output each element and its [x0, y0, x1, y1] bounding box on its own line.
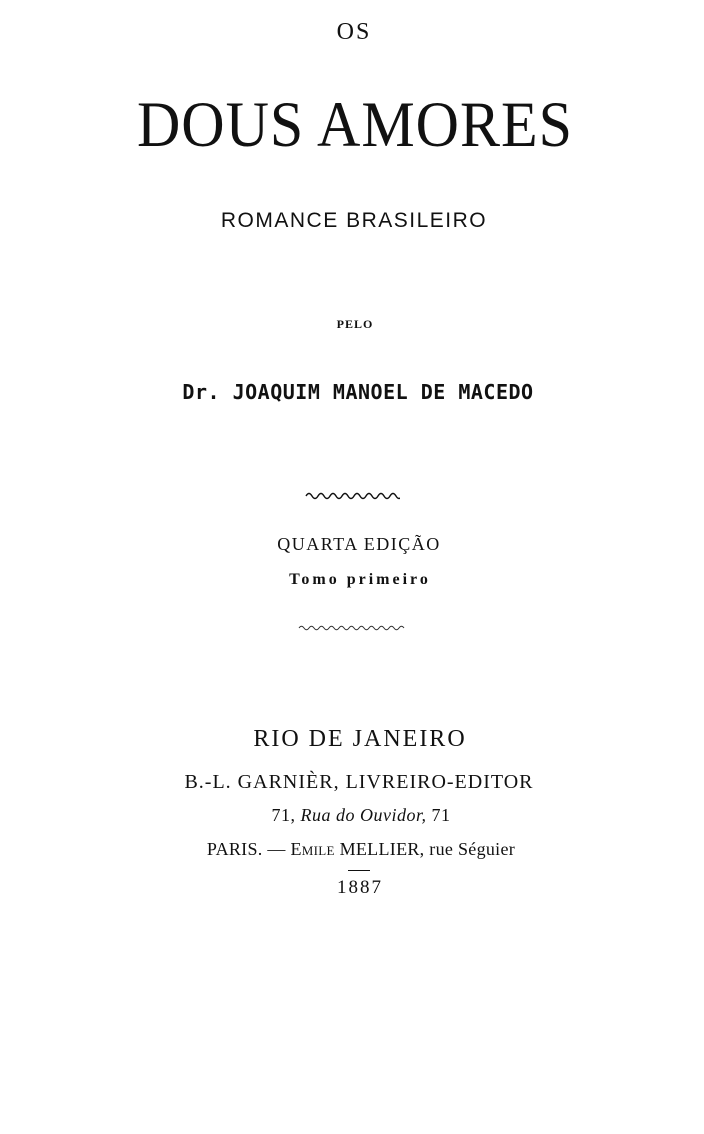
imprint-publisher: B.-L. GARNIÈR, LIVREIRO-EDITOR: [184, 771, 534, 793]
ornamental-rule-top: [0, 489, 704, 507]
ornamental-rule-bottom: [0, 620, 704, 638]
imprint-address: [9, 806, 704, 824]
address-number-right: 71: [431, 805, 451, 825]
year-rule: [348, 870, 370, 871]
book-title: DOUS AMORES: [136, 88, 574, 161]
title-article: OS: [336, 19, 372, 45]
volume-label: Tomo primeiro: [289, 571, 431, 588]
imprint-paris: [9, 840, 704, 858]
paris-prefix: PARIS. —: [206, 839, 286, 859]
address-street: Rua do Ouvidor,: [300, 805, 427, 825]
wavy-ornament-icon: [304, 490, 400, 502]
by-line: PELO: [336, 317, 374, 331]
author-name: Dr. JOAQUIM MANOEL DE MACEDO: [182, 380, 534, 404]
imprint-year: 1887: [337, 877, 383, 898]
paris-distributor: Emile MELLIER,: [290, 839, 425, 859]
imprint-city: RIO DE JANEIRO: [253, 726, 467, 752]
paris-street: rue Séguier: [429, 839, 516, 859]
address-number-left: 71,: [271, 805, 296, 825]
wavy-ornament-icon: [297, 623, 407, 633]
edition-label: QUARTA EDIÇÃO: [277, 534, 441, 554]
book-subtitle: ROMANCE BRASILEIRO: [220, 209, 488, 232]
